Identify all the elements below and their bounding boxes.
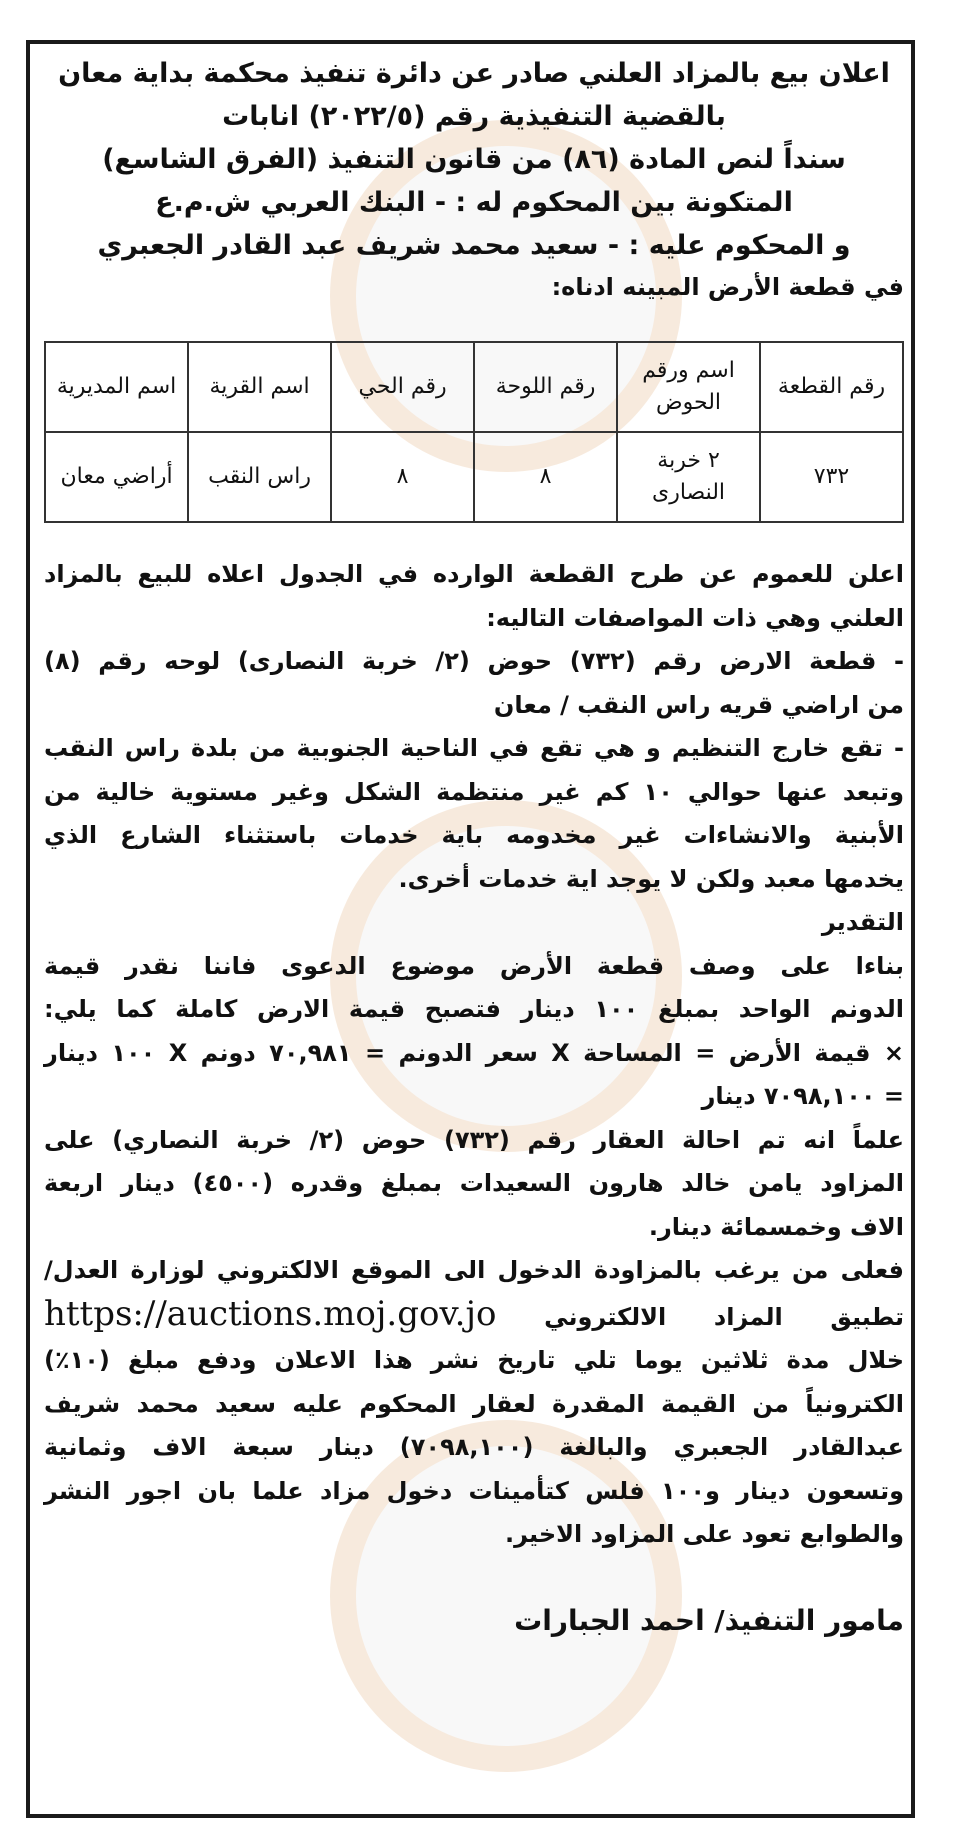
body-line: الأبنية والانشاءات غير مخدومه باية خدمات باستثناء الشارع الذي [44,821,904,849]
body-line: علماً انه تم احالة العقار رقم (٧٣٢) حوض (٢/ خربة النصاري) على [44,1125,905,1154]
cell-directorate: أراضي معان [45,432,188,522]
body-text [44,553,904,1557]
cell-plot-number: ٧٣٢ [760,432,903,522]
body-line: من اراضي قريه راس النقب / معان [493,690,904,719]
body-line: المزاود يامن خالد هارون السعيدات بمبلغ وقدره (٤٥٠٠) دينار اربعة [44,1169,904,1197]
col-plot-number: رقم القطعة [760,342,903,432]
url-prefix: تطبيق المزاد الالكتروني [544,1302,904,1331]
body-line: والطوابع تعود على المزاود الاخير. [505,1520,904,1548]
title-line-3: سنداً لنص المادة (٨٦) من قانون التنفيذ (الفرق الشاسع) [102,144,846,175]
url-line [44,1293,904,1340]
body-line: فعلى من يرغب بالمزاودة الدخول الى الموقع الالكتروني لوزارة العدل/ [44,1256,904,1284]
title-line-2: بالقضية التنفيذية رقم (٢٠٢٢/٥) انابات [222,101,726,132]
body-line: العلني وهي ذات المواصفات التاليه: [486,603,904,632]
body-line: خلال مدة ثلاثين يوما تلي تاريخ نشر هذا الاعلان ودفع مبلغ (١٠٪) [44,1346,904,1374]
body-line: وتسعون دينار و١٠٠ فلس كتأمينات دخول مزاد علما بان اجور النشر [44,1476,904,1505]
body-line: الاف وخمسمائة دينار. [648,1212,904,1241]
title-line-5: و المحكوم عليه : - سعيد محمد شريف عبد القادر الجعبري [97,230,851,261]
cell-district: ٨ [331,432,474,522]
table-header-row [45,342,903,432]
title-line-4: المتكونة بين المحكوم له : - البنك العربي ش.م.ع [155,187,793,218]
col-district: رقم الحي [331,342,474,432]
body-line: × قيمة الأرض = المساحة X سعر الدونم = ٧٠,٩٨١ دونم X ١٠٠ دينار [44,1038,905,1067]
land-table [44,341,904,523]
table-row [45,432,903,522]
cell-basin: ٢ خربة النصارى [617,432,760,522]
notice-content [44,52,904,1642]
col-village: اسم القرية [188,342,331,432]
body-line: - قطعة الارض رقم (٧٣٢) حوض (٢/ خربة النصارى) لوحه رقم (٨) [44,647,904,675]
cell-village: راس النقب [188,432,331,522]
title-line-1: اعلان بيع بالمزاد العلني صادر عن دائرة تنفيذ محكمة بداية معان [58,58,890,89]
body-line: - تقع خارج التنظيم و هي تقع في الناحية الجنوبية من بلدة راس النقب [44,734,904,762]
col-board: رقم اللوحة [474,342,617,432]
signature: مامور التنفيذ/ احمد الجبارات [514,1603,904,1637]
col-basin: اسم ورقم الحوض [617,342,760,432]
cell-board: ٨ [474,432,617,522]
body-line: الكترونياً من القيمة المقدرة لعقار المحكوم عليه سعيد محمد شريف [44,1389,904,1418]
body-line: = ٧٠٩٨,١٠٠ دينار [701,1082,904,1110]
body-line: يخدمها معبد ولكن لا يوجد اية خدمات أخرى. [398,864,904,893]
body-line: وتبعد عنها حوالي ١٠ كم غير منتظمة الشكل وغير مستوية خالية من [44,777,904,806]
section-heading: التقدير [821,908,904,936]
auction-url-link[interactable]: https://auctions.moj.gov.jo [44,1293,497,1334]
body-line: عبدالقادر الجعبري والبالغة (٧٠٩٨,١٠٠) دينار سبعة الاف وثمانية [44,1433,904,1461]
intro-text: في قطعة الأرض المبينه ادناه: [551,273,904,301]
body-line: بناءا على وصف قطعة الأرض موضوع الدعوى فاننا نقدر قيمة [44,951,904,980]
col-directorate: اسم المديرية [45,342,188,432]
body-line: اعلن للعموم عن طرح القطعة الوارده في الجدول اعلاه للبيع بالمزاد [44,560,904,588]
body-line: الدونم الواحد بمبلغ ١٠٠ دينار فتصبح قيمة الارض كاملة كما يلي: [44,995,904,1023]
